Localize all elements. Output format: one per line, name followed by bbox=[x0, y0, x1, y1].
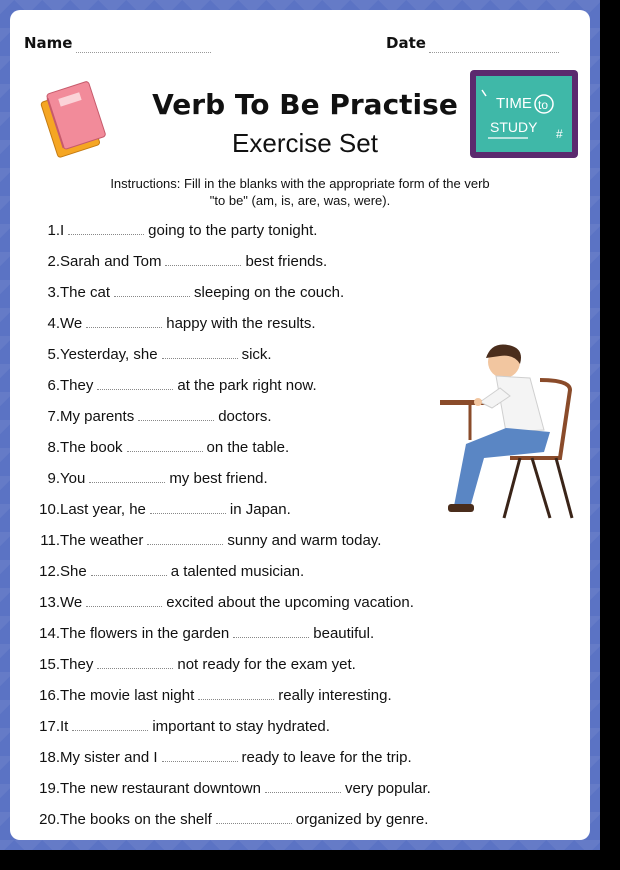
item-text-before: The new restaurant downtown bbox=[60, 780, 261, 797]
answer-blank[interactable] bbox=[165, 255, 241, 266]
exercise-item bbox=[20, 315, 315, 335]
answer-blank[interactable] bbox=[265, 782, 341, 793]
item-number: 12. bbox=[39, 563, 60, 580]
exercise-item bbox=[20, 470, 268, 490]
page-subtitle: Exercise Set bbox=[232, 128, 378, 158]
item-number: 14. bbox=[39, 625, 60, 642]
time-to-study-chalkboard-icon bbox=[468, 68, 580, 160]
item-text-after: sleeping on the couch. bbox=[194, 284, 345, 301]
item-text-before: They bbox=[60, 377, 94, 394]
answer-blank[interactable] bbox=[72, 720, 148, 731]
item-text-after: sunny and warm today. bbox=[227, 532, 382, 549]
board-text-study: STUDY bbox=[490, 119, 538, 135]
exercise-item bbox=[20, 222, 317, 242]
exercise-item bbox=[20, 346, 272, 366]
exercise-item bbox=[20, 377, 317, 397]
answer-blank[interactable] bbox=[97, 658, 173, 669]
answer-blank[interactable] bbox=[91, 565, 167, 576]
item-text-after: best friends. bbox=[245, 253, 328, 270]
item-number: 15. bbox=[39, 656, 60, 673]
exercise-item bbox=[20, 718, 330, 738]
item-text-after: ready to leave for the trip. bbox=[241, 749, 412, 766]
name-label: Name bbox=[24, 34, 73, 52]
item-text-after: organized by genre. bbox=[295, 811, 429, 828]
item-text-after: going to the party tonight. bbox=[148, 222, 318, 239]
instructions-line-1: Instructions: Fill in the blanks with the appropriate form of the verb bbox=[110, 176, 490, 191]
answer-blank[interactable] bbox=[97, 379, 173, 390]
item-number: 10. bbox=[39, 501, 60, 518]
item-number: 3. bbox=[47, 284, 60, 301]
item-text-before: The movie last night bbox=[60, 687, 195, 704]
answer-blank[interactable] bbox=[127, 441, 203, 452]
item-number: 17. bbox=[39, 718, 60, 735]
item-number: 9. bbox=[47, 470, 60, 487]
answer-blank[interactable] bbox=[198, 689, 274, 700]
name-field[interactable] bbox=[76, 52, 211, 53]
item-number: 11. bbox=[40, 532, 60, 549]
item-number: 13. bbox=[39, 594, 60, 611]
exercise-item bbox=[20, 532, 381, 552]
answer-blank[interactable] bbox=[147, 534, 223, 545]
item-text-before: I bbox=[60, 222, 65, 239]
exercise-item bbox=[20, 439, 289, 459]
item-text-after: important to stay hydrated. bbox=[152, 718, 330, 735]
answer-blank[interactable] bbox=[150, 503, 226, 514]
instructions bbox=[50, 175, 550, 209]
item-text-before: Yesterday, she bbox=[60, 346, 158, 363]
exercise-item bbox=[20, 811, 428, 831]
item-text-after: beautiful. bbox=[313, 625, 375, 642]
item-number: 6. bbox=[47, 377, 60, 394]
item-number: 2. bbox=[47, 253, 60, 270]
item-text-after: not ready for the exam yet. bbox=[177, 656, 356, 673]
exercise-item bbox=[20, 408, 272, 428]
item-text-before: It bbox=[60, 718, 69, 735]
date-label: Date bbox=[386, 34, 426, 52]
board-text-hash: # bbox=[556, 127, 563, 141]
exercise-item bbox=[20, 625, 374, 645]
item-text-before: You bbox=[60, 470, 86, 487]
item-number: 18. bbox=[39, 749, 60, 766]
item-text-before: The books on the shelf bbox=[60, 811, 212, 828]
board-text-time: TIME bbox=[496, 95, 532, 112]
exercise-item bbox=[20, 253, 327, 273]
exercise-item bbox=[20, 780, 431, 800]
answer-blank[interactable] bbox=[86, 317, 162, 328]
item-number: 19. bbox=[39, 780, 60, 797]
date-field[interactable] bbox=[429, 52, 559, 53]
item-text-before: The cat bbox=[60, 284, 111, 301]
item-text-after: on the table. bbox=[206, 439, 290, 456]
exercise-item bbox=[20, 656, 356, 676]
item-number: 7. bbox=[47, 408, 60, 425]
exercise-item bbox=[20, 284, 344, 304]
item-text-before: Sarah and Tom bbox=[60, 253, 162, 270]
name-date-row bbox=[24, 34, 570, 58]
answer-blank[interactable] bbox=[114, 286, 190, 297]
exercise-item bbox=[20, 594, 414, 614]
item-text-before: The flowers in the garden bbox=[60, 625, 230, 642]
page-title: Verb To Be Practise bbox=[152, 88, 458, 121]
item-text-before: Last year, he bbox=[60, 501, 146, 518]
answer-blank[interactable] bbox=[162, 348, 238, 359]
item-text-after: happy with the results. bbox=[166, 315, 316, 332]
answer-blank[interactable] bbox=[233, 627, 309, 638]
item-text-after: really interesting. bbox=[278, 687, 392, 704]
item-number: 16. bbox=[39, 687, 60, 704]
answer-blank[interactable] bbox=[138, 410, 214, 421]
answer-blank[interactable] bbox=[68, 224, 144, 235]
item-text-before: She bbox=[60, 563, 87, 580]
item-number: 1. bbox=[47, 222, 60, 239]
notebooks-icon bbox=[38, 76, 118, 166]
answer-blank[interactable] bbox=[89, 472, 165, 483]
item-text-after: excited about the upcoming vacation. bbox=[166, 594, 414, 611]
exercise-item bbox=[20, 687, 392, 707]
item-text-before: The book bbox=[60, 439, 123, 456]
item-number: 20. bbox=[39, 811, 60, 828]
instructions-line-2: "to be" (am, is, are, was, were). bbox=[209, 193, 391, 208]
item-text-before: My parents bbox=[60, 408, 135, 425]
answer-blank[interactable] bbox=[86, 596, 162, 607]
board-text-to: to bbox=[538, 98, 549, 112]
item-text-after: sick. bbox=[241, 346, 272, 363]
item-number: 5. bbox=[47, 346, 60, 363]
item-text-after: a talented musician. bbox=[170, 563, 305, 580]
item-text-after: my best friend. bbox=[169, 470, 268, 487]
item-text-after: at the park right now. bbox=[177, 377, 317, 394]
item-text-before: We bbox=[60, 315, 83, 332]
answer-blank[interactable] bbox=[162, 751, 238, 762]
item-text-before: My sister and I bbox=[60, 749, 158, 766]
exercise-item bbox=[20, 501, 291, 521]
item-text-after: in Japan. bbox=[229, 501, 291, 518]
item-text-after: very popular. bbox=[344, 780, 431, 797]
answer-blank[interactable] bbox=[216, 813, 292, 824]
item-number: 8. bbox=[47, 439, 60, 456]
exercise-item bbox=[20, 749, 412, 769]
worksheet bbox=[10, 10, 590, 840]
item-text-before: They bbox=[60, 656, 94, 673]
item-text-before: The weather bbox=[60, 532, 144, 549]
item-text-after: doctors. bbox=[218, 408, 272, 425]
item-text-before: We bbox=[60, 594, 83, 611]
item-number: 4. bbox=[47, 315, 60, 332]
exercise-item bbox=[20, 563, 304, 583]
student-studying-illustration bbox=[440, 340, 580, 530]
